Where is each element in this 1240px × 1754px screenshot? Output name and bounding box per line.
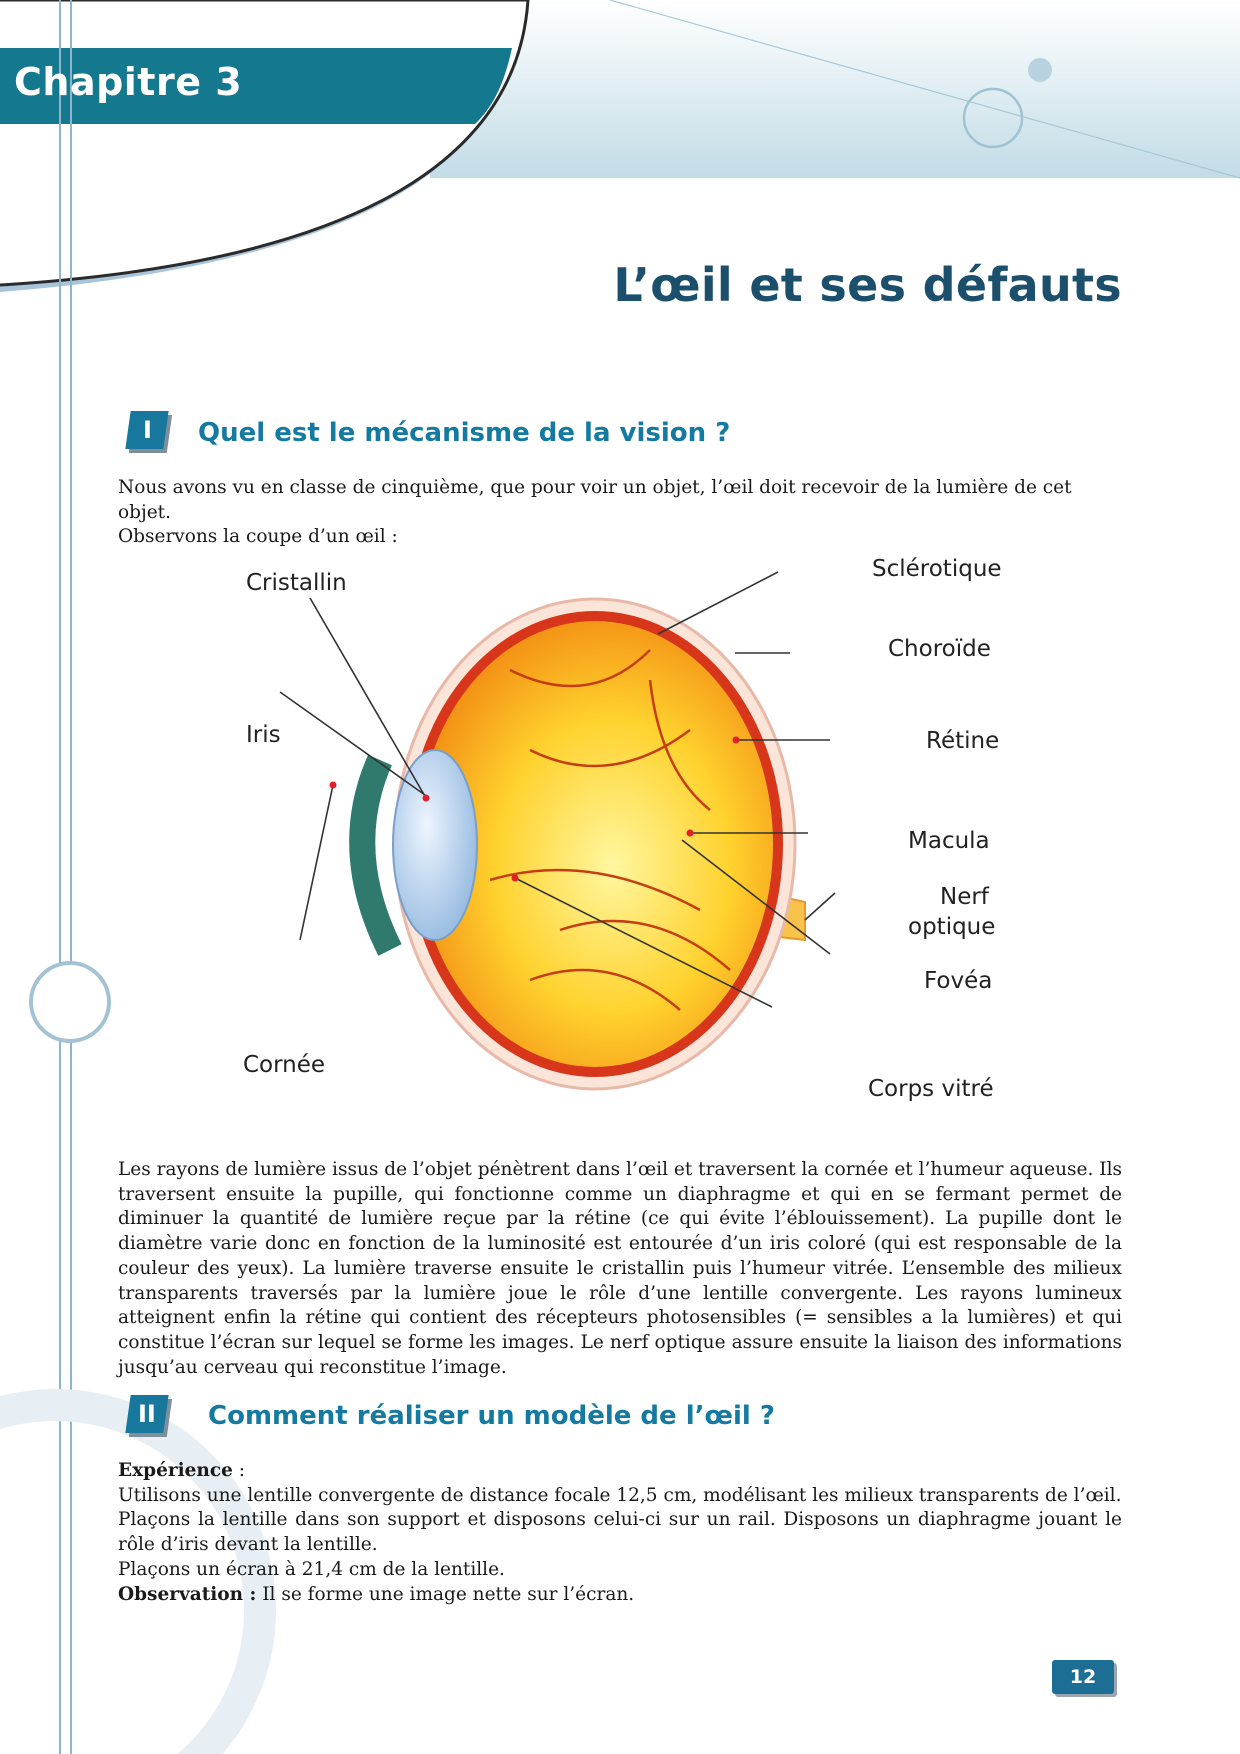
label-cristallin: Cristallin xyxy=(246,570,347,596)
observation-line xyxy=(118,1583,1122,1608)
section-1-title: Quel est le mécanisme de la vision ? xyxy=(198,418,731,448)
intro-line-1: Nous avons vu en classe de cinquième, que pour voir un objet, l’œil doit recevoir de la lumière de cet objet. xyxy=(118,477,1072,523)
experience-line-1: Utilisons une lentille convergente de distance focale 12,5 cm, modélisant les milieux transparents de l’œil. xyxy=(118,1484,1122,1506)
label-iris: Iris xyxy=(246,722,281,748)
chapter-label: Chapitre 3 xyxy=(14,60,243,104)
section-1-badge xyxy=(125,411,168,449)
section-2-number: II xyxy=(138,1400,156,1428)
observation-label: Observation : xyxy=(118,1583,257,1605)
label-choroide: Choroïde xyxy=(888,636,991,662)
section-2-badge xyxy=(125,1395,168,1433)
label-nerf: Nerf xyxy=(940,884,989,910)
label-macula: Macula xyxy=(908,828,990,854)
section-2-title: Comment réaliser un modèle de l’œil ? xyxy=(208,1401,775,1431)
experience-colon: : xyxy=(232,1460,245,1481)
label-corps-vitre: Corps vitré xyxy=(868,1076,994,1102)
experience-heading xyxy=(118,1459,1122,1484)
intro-line-2: Observons la coupe d’un œil : xyxy=(118,526,398,548)
label-sclerotique: Sclérotique xyxy=(872,556,1002,582)
label-optique: optique xyxy=(908,914,996,940)
experience-line-3: Plaçons un écran à 21,4 cm de la lentille. xyxy=(118,1558,505,1580)
vision-explanation-paragraph: Les rayons de lumière issus de l’objet pénètrent dans l’œil et traversent la cornée et l’humeur aqueuse. Ils traversent ensuite la pupille, qui fonctionne comme un diaphragme et qui en se fermant permet de diminuer la quantité de lumière reçue par la rétine (ce qui évite l’éblouissement). La pupille dont le diamètre varie donc en fonction de la luminosité est entourée d’un iris coloré (qui est responsable de la couleur des yeux). La lumière traverse ensuite le cristallin puis l’humeur vitrée. L’ensemble des milieux transparents traversés par la lumière joue le rôle d’une lentille convergente. Les rayons lumineux atteignent enfin la rétine qui contient des récepteurs photosensibles (= sensibles a la lumières) et qui constitue l’écran sur lequel se forme les images. Le nerf optique assure ensuite la liaison des informations jusqu’au cerveau qui reconstitue l’image. xyxy=(118,1159,1122,1378)
page-title: L’œil et ses défauts xyxy=(613,258,1122,312)
eyeball xyxy=(362,599,805,1089)
page-number: 12 xyxy=(1052,1660,1114,1694)
section-1-intro xyxy=(118,476,1122,550)
observation-text: Il se forme une image nette sur l’écran. xyxy=(256,1583,635,1605)
experience-block xyxy=(118,1459,1122,1607)
label-fovea: Fovéa xyxy=(924,968,993,994)
label-retine: Rétine xyxy=(926,728,1000,754)
label-cornee: Cornée xyxy=(243,1052,326,1078)
experience-line-2: Plaçons la lentille dans son support et disposons celui-ci sur un rail. Disposons un diaphragme jouant le rôle d’iris devant la lentille. xyxy=(118,1509,1122,1556)
eye-cross-section-diagram xyxy=(230,550,1020,1110)
experience-label: Expérience xyxy=(118,1460,233,1481)
section-1-number: I xyxy=(142,416,152,444)
